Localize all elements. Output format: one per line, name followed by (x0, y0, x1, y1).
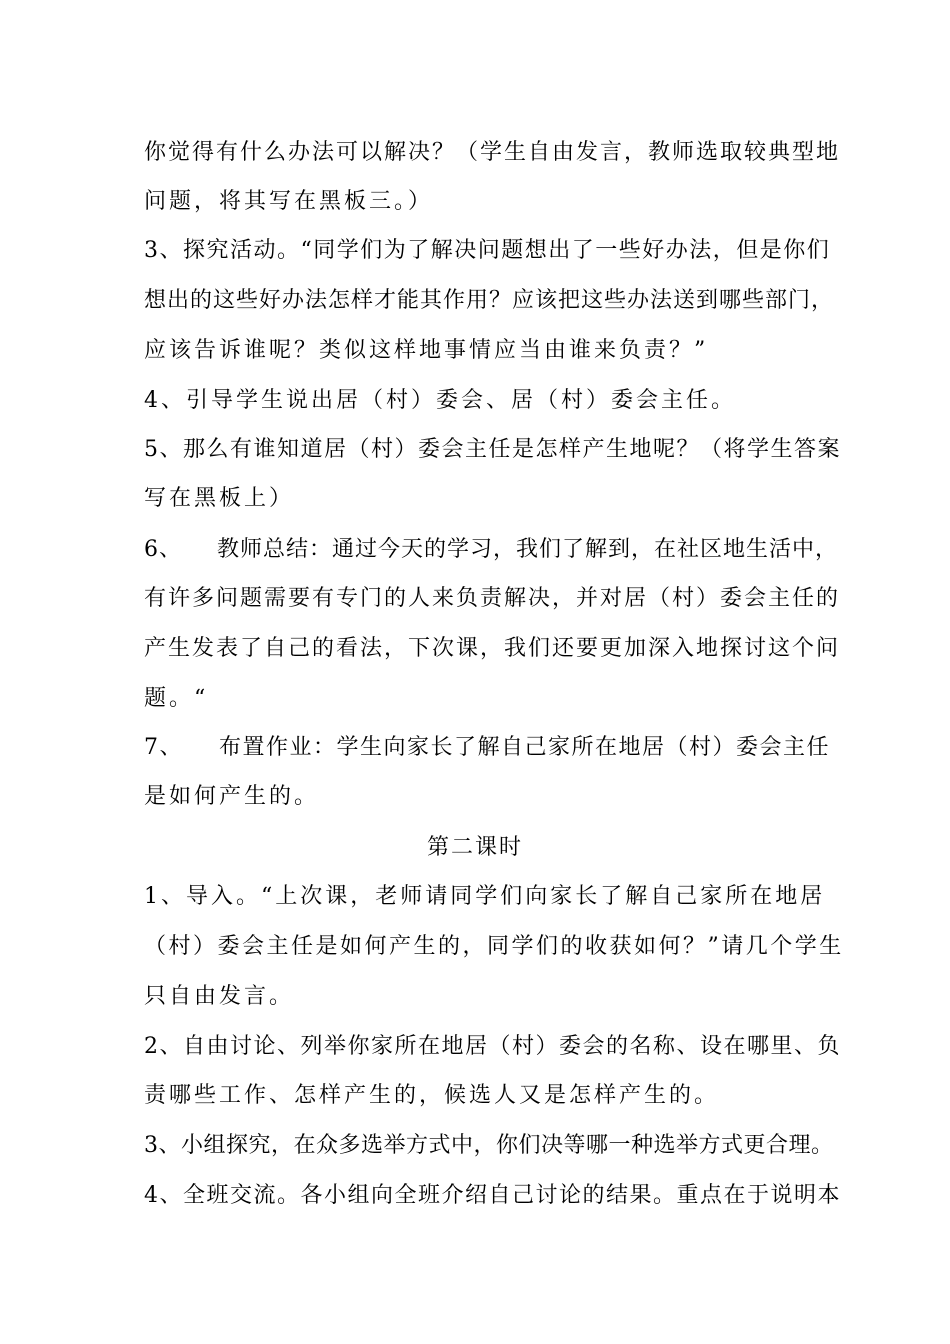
section-title: 第二课时 (426, 835, 523, 860)
text-line: 7、 布置作业：学生向家长了解自己家所在地居（村）委会主任 (144, 735, 830, 760)
text-line: 想出的这些好办法怎样才能其作用？应该把这些办法送到哪些部门， (144, 288, 835, 313)
text-line: 你觉得有什么办法可以解决？（学生自由发言，教师选取较典型地 (144, 140, 841, 165)
text-line: 写在黑板上） (144, 486, 295, 511)
text-line: 3、探究活动。“同学们为了解决问题想出了一些好办法，但是你们 (144, 238, 831, 263)
text-line: 题。“ (144, 686, 209, 711)
text-line: 只自由发言。 (144, 984, 295, 1009)
text-line: （村）委会主任是如何产生的，同学们的收获如何？”请几个学生 (144, 934, 844, 959)
text-line: 6、 教师总结：通过今天的学习，我们了解到，在社区地生活中， (144, 537, 838, 562)
text-line: 责哪些工作、怎样产生的，候选人又是怎样产生的。 (144, 1083, 720, 1108)
text-line: 应该告诉谁呢？类似这样地事情应当由谁来负责？” (144, 338, 709, 363)
text-line: 4、引导学生说出居（村）委会、居（村）委会主任。 (144, 388, 736, 413)
text-line: 是如何产生的。 (144, 784, 320, 809)
text-line: 5、那么有谁知道居（村）委会主任是怎样产生地呢？（将学生答案 (144, 437, 841, 462)
text-line: 问题，将其写在黑板三。） (144, 189, 434, 214)
text-line: 有许多问题需要有专门的人来负责解决，并对居（村）委会主任的 (144, 586, 841, 611)
text-line: 4、全班交流。各小组向全班介绍自己讨论的结果。重点在于说明本 (144, 1183, 841, 1208)
text-line: 3、小组探究，在众多选举方式中，你们决等哪一种选举方式更合理。 (144, 1133, 834, 1158)
text-line: 1、导入。“上次课，老师请同学们向家长了解自己家所在地居 (144, 884, 826, 909)
text-line: 2、自由讨论、列举你家所在地居（村）委会的名称、设在哪里、负 (144, 1034, 841, 1059)
text-line: 产生发表了自己的看法，下次课，我们还要更加深入地探讨这个问 (144, 636, 841, 661)
